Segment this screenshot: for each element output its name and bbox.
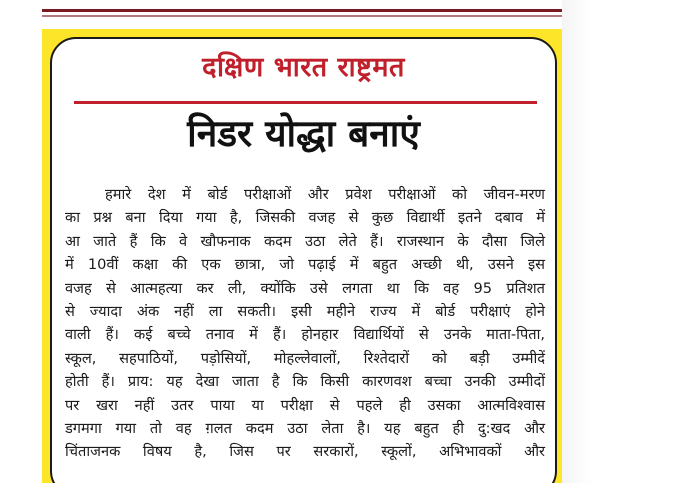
body-line: चिंताजनक विषय है, जिस पर सरकारों, स्कूलों, अभिभावकों और [65, 443, 545, 461]
newspaper-clipping [50, 37, 557, 483]
body-line: वाली हैं। कई बच्चे तनाव में हैं। होनहार विद्यार्थियों से उनके माता-पिता, [65, 326, 545, 344]
body-line: हमारे देश में बोर्ड परीक्षाओं और प्रवेश परीक्षाओं को जीवन-मरण [105, 186, 545, 203]
top-divider-light [42, 15, 562, 17]
body-line: वजह से आत्महत्या कर ली, क्योंकि उसे लगता था कि वह 95 प्रतिशत [65, 279, 545, 297]
body-line: स्कूल, सहपाठियों, पड़ोसियों, मोहल्लेवालों, रिश्तेदारों को बड़ी उम्मीदें [65, 349, 545, 367]
body-line: पर खरा नहीं उतर पाया या परीक्षा से पहले ही उसका आत्मविश्वास [65, 396, 545, 414]
page-edge-shadow [562, 0, 592, 483]
body-line: डगमगा गया तो वह ग़लत कदम उठा लेता है। यह बहुत ही दु:खद और [65, 419, 545, 437]
article-headline: निडर योद्धा बनाएं [187, 112, 420, 155]
body-line: का प्रश्न बना दिया गया है, जिसकी वजह से कुछ विद्यार्थी इतने दबाव में [65, 209, 545, 227]
masthead-underline [74, 101, 537, 104]
body-line: होती हैं। प्राय: यह देखा जाता है कि किसी कारणवश बच्चा उनकी उम्मीदों [65, 373, 545, 391]
article-body [65, 183, 545, 464]
newspaper-name: दक्षिण भारत राष्ट्रमत [202, 52, 405, 83]
top-divider-dark [42, 9, 562, 12]
body-line: आ जाते हैं कि वे खौफनाक कदम उठा लेते हैं। राजस्थान के दौसा जिले [65, 232, 545, 250]
body-line: में 10वीं कक्षा की एक छात्रा, जो पढ़ाई में बहुत अच्छी थी, उसने इस [65, 256, 545, 274]
body-line: से ज्यादा अंक नहीं ला सकती। इसी महीने राज्य में बोर्ड परीक्षाएं होने [65, 302, 545, 320]
